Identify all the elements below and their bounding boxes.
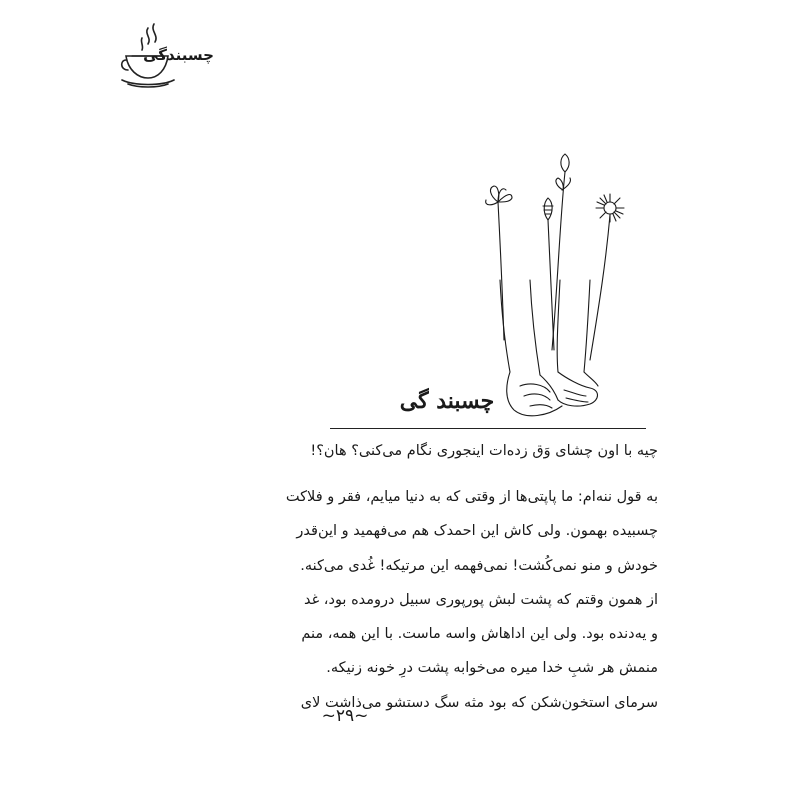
paragraph-line: از همون وقتم که پشت لبش پورپوری سبیل درومده بود، غد: [304, 591, 658, 608]
paragraph-line: چسبیده بهمون. ولی کاش این احمدک هم می‌فهمید و این‌قدر: [296, 523, 658, 540]
logo-text: چسبندگی: [143, 46, 214, 64]
body-paragraph: [130, 480, 658, 720]
paragraph-line: منمش هر شبِ خدا میره می‌خوابه پشت درِ خونه زنیکه.: [326, 660, 658, 677]
page-number: ~۲۹~: [321, 706, 369, 726]
lead-sentence: چیه با اون چشای وَق زده‌ات اینجوری نگام می‌کنی؟ هان؟!: [310, 443, 658, 459]
paragraph-line: خودش و منو نمی‌کُشت! نمی‌فهمه این مرتیکه! غُدی می‌کنه.: [300, 557, 658, 574]
illustration-caption: چسبند گی: [399, 388, 495, 414]
paragraph-line: به قول ننه‌ام: ما پاپتی‌ها از وقتی که به دنیا میایم، فقر و فلاکت: [285, 489, 658, 505]
paragraph-line: و یه‌دنده بود. ولی این اداهاش واسه ماست. با این همه، منم: [301, 626, 658, 643]
divider-line: [330, 428, 646, 429]
paragraph-line: سرمای استخون‌شکن که بود مثه سگ دستشو می‌ذاشت لای: [300, 694, 658, 711]
